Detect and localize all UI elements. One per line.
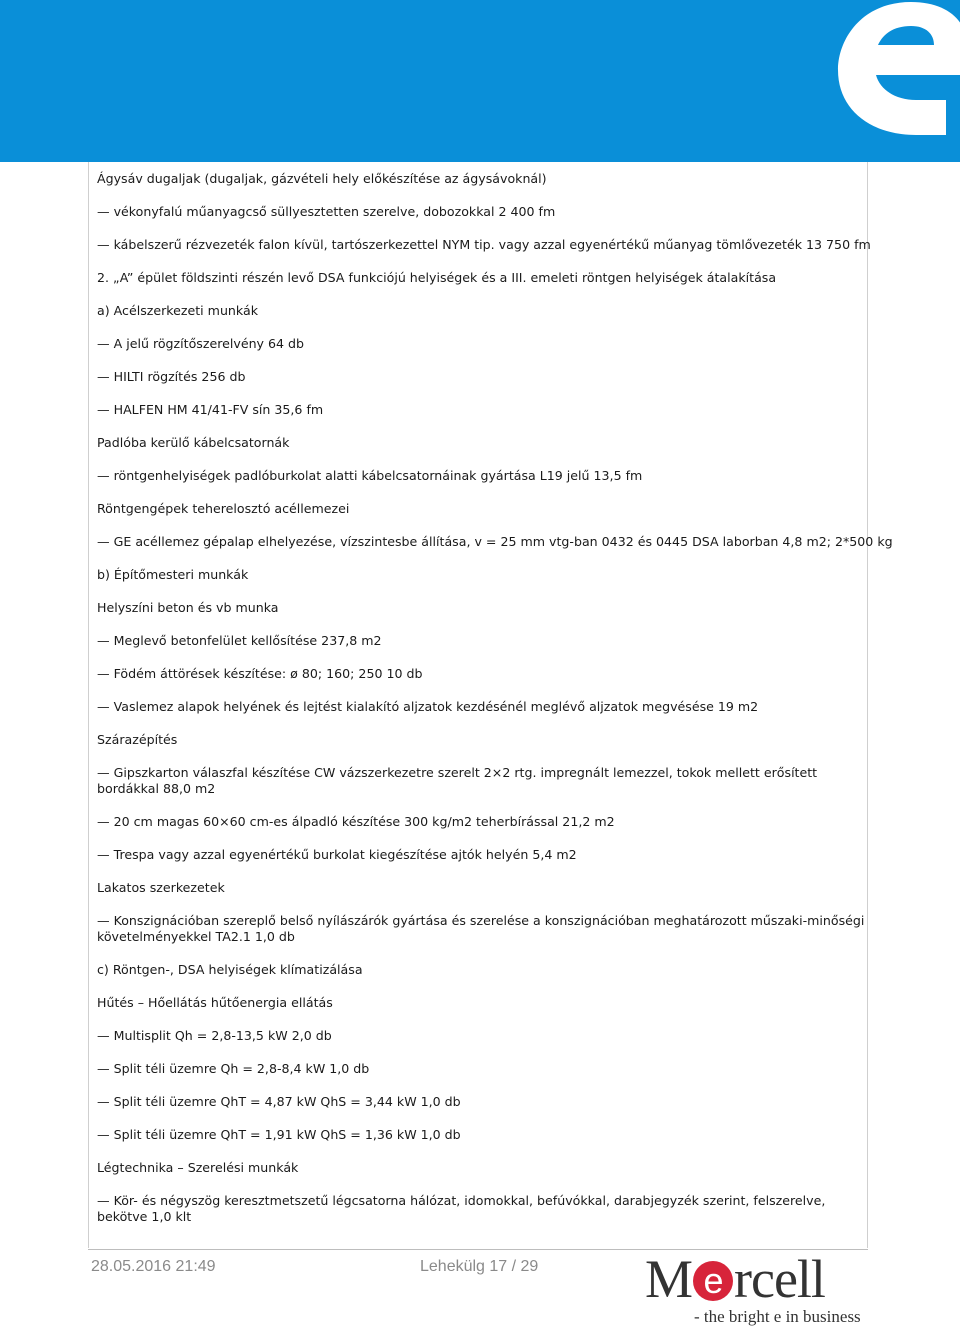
list-item: — 20 cm magas 60×60 cm-es álpadló készítése 300 kg/m2 teherbírással 21,2 m2 (97, 814, 615, 829)
list-item: — Multisplit Qh = 2,8-13,5 kW 2,0 db (97, 1028, 332, 1043)
section-heading: 2. „A” épület földszinti részén levő DSA funkciójú helyiségek és a III. emeleti röntgen helyiségek átalakítása (97, 270, 777, 285)
section-heading: Lakatos szerkezetek (97, 880, 225, 895)
section-heading: Ágysáv dugaljak (dugaljak, gázvételi hely előkészítése az ágysávoknál) (97, 171, 547, 186)
logo-text-start: M (645, 1249, 693, 1309)
list-item: — Meglevő betonfelület kellősítése 237,8 m2 (97, 633, 382, 648)
footer-page-number: Lehekülg 17 / 29 (420, 1258, 539, 1275)
list-item: — Trespa vagy azzal egyenértékű burkolat kiegészítése ajtók helyén 5,4 m2 (97, 847, 577, 862)
list-item: — Split téli üzemre QhT = 1,91 kW QhS = 1,36 kW 1,0 db (97, 1127, 461, 1142)
list-item: — kábelszerű rézvezeték falon kívül, tartószerkezettel NYM tip. vagy azzal egyenértékű műanyag tömlővezeték 13 750 fm (97, 237, 871, 252)
logo-tagline: - the bright e in business (694, 1307, 861, 1326)
list-item: — Vaslemez alapok helyének és lejtést kialakító aljzatok kezdésénél meglévő aljzatok megvésése 19 m2 (97, 699, 759, 714)
section-heading: c) Röntgen-, DSA helyiségek klímatizálása (97, 962, 363, 977)
logo-text-end: rcell (734, 1249, 825, 1309)
logo-e-icon: e (693, 1261, 733, 1301)
list-item: — HILTI rögzítés 256 db (97, 369, 246, 384)
list-item: — Split téli üzemre Qh = 2,8-8,4 kW 1,0 db (97, 1061, 370, 1076)
section-heading: Hűtés – Hőellátás hűtőenergia ellátás (97, 995, 333, 1010)
e-swoosh-icon (816, 0, 960, 140)
list-item: — GE acéllemez gépalap elhelyezése, vízszintesbe állítása, v = 25 mm vtg-ban 0432 és 0445 DSA laborban 4,8 m2; 2*500 kg (97, 534, 893, 549)
marcell-logo (645, 1249, 825, 1309)
list-item: — Gipszkarton válaszfal készítése CW vázszerkezetre szerelt 2×2 rtg. impregnált lemezzel, tokok mellett erősített bordákkal 88,0 m2 (97, 765, 818, 796)
list-item: — vékonyfalú műanyagcső süllyesztetten szerelve, dobozokkal 2 400 fm (97, 204, 556, 219)
section-heading: b) Építőmesteri munkák (97, 567, 249, 582)
list-item: — Split téli üzemre QhT = 4,87 kW QhS = 3,44 kW 1,0 db (97, 1094, 461, 1109)
section-heading: Padlóba kerülő kábelcsatornák (97, 435, 290, 450)
list-item: — Konszignációban szereplő belső nyílászárók gyártása és szerelése a konszignációban meghatározott műszaki-minőségi követelményekkel TA2.1 1,0 db (97, 913, 865, 944)
section-heading: Légtechnika – Szerelési munkák (97, 1160, 299, 1175)
list-item: — HALFEN HM 41/41-FV sín 35,6 fm (97, 402, 324, 417)
section-heading: a) Acélszerkezeti munkák (97, 303, 259, 318)
list-item: — Kör- és négyszög keresztmetszetű légcsatorna hálózat, idomokkal, befúvókkal, darabjegyzék szerint, felszerelve, bekötve 1,0 klt (97, 1193, 826, 1224)
list-item: — Födém áttörések készítése: ø 80; 160; 250 10 db (97, 666, 423, 681)
list-item: — A jelű rögzítőszerelvény 64 db (97, 336, 305, 351)
list-item: — röntgenhelyiségek padlóburkolat alatti kábelcsatornáinak gyártása L19 jelű 13,5 fm (97, 468, 643, 483)
header-band (0, 0, 960, 162)
section-heading: Szárazépítés (97, 732, 178, 747)
section-heading: Röntgengépek teherelosztó acéllemezei (97, 501, 350, 516)
footer-datetime: 28.05.2016 21:49 (91, 1258, 216, 1275)
section-heading: Helyszíni beton és vb munka (97, 600, 279, 615)
